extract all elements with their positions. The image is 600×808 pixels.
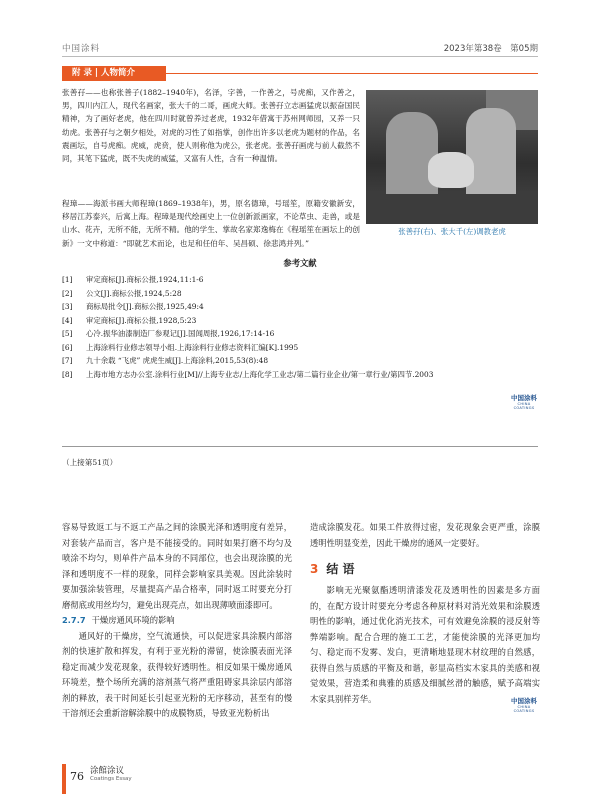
reference-item: [8] 上海市地方志办公室.涂料行业[M]//上海专业志/上海化学工业志/第二篇行业企业/第一章行业/第四节.2003 — [62, 369, 434, 379]
page-number: 76 — [70, 770, 84, 783]
journal-name: 中国涂料 — [62, 44, 101, 54]
appendix-tag: 附 录 | 人物简介 — [62, 66, 166, 81]
subsection-heading — [62, 613, 292, 629]
section-divider — [62, 446, 538, 447]
article-paragraph: 影响无光聚氨酯透明清漆发花及透明性的因素是多方面的，在配方设计时要充分考虑各种原材料对消光效果和涂膜透明性的影响，通过优化消光技术，可有效避免涂膜的浸反射等弊端影响。配合合理的施工工艺，才能使涂膜的光泽更加均匀、稳定而不发雾、发白，更清晰地显现木材纹理的自然感，获得自然与质感的平衡及和谐，彰显高档实木家具的美感和视觉效果，营造柔和典雅的质感及细腻丝滑的触感，赋予高端实木家具别样芳华。 — [310, 585, 540, 704]
column-name: 涂館涂议 — [90, 766, 125, 776]
header-rule — [62, 56, 538, 57]
subsection-title: 干燥房通风环境的影响 — [91, 615, 175, 625]
continued-note: （上接第51页） — [62, 458, 118, 467]
reference-item: [4] 审定商标[J].商标公报,1928,5:23 — [62, 315, 197, 325]
article-paragraph: 容易导致返工与不返工产品之间的涂膜光泽和透明度有差异，对套装产品而言，客户是不能接受的。同时如果打磨不均匀及喷涂不均匀，则单件产品本身的不同部位，也会出现涂膜的光泽和透明度不一样的现象，同样会影响家具美观。因此涂装时要加强涂装管理，尽量提高产品合格率，同时返工时要充分打磨彻底或用丝均匀，避免出现亮点，如出现薄喷面漆即可。 — [62, 522, 292, 610]
reference-item: [7] 九十余载 “飞虎” 虎虎生威[J].上海涂料,2015,53(8):48 — [62, 356, 269, 365]
reference-item: [5] 心冷.振华油漆制造厂参观记[J].国闻周报,1926,17:14-16 — [62, 329, 275, 338]
issue-info: 2023年第38卷 第05期 — [443, 44, 538, 54]
reference-item: [1] 审定商标[J].商标公报,1924,11:1-6 — [62, 275, 204, 284]
subsection-number: 2.7.7 — [62, 615, 86, 625]
photo-caption: 张善孖(右)、张大千(左)调教老虎 — [398, 227, 506, 236]
section-heading — [310, 561, 540, 577]
references-title: 参考文献 — [283, 258, 317, 268]
section-title: 结 语 — [326, 562, 355, 576]
section-number: 3 — [310, 562, 319, 576]
appendix-rule — [166, 73, 538, 74]
reference-item: [3] 商标局批令[J].商标公报,1925,49:4 — [62, 302, 204, 311]
article-paragraph: 通风好的干燥房，空气流通快，可以促进家具涂膜内部溶剂的快速扩散和挥发，有利于亚光粉的滞留，使涂膜表面光泽稳定而减少发花现象，获得较好透明性。相反如果干燥房通风环境差，整个场所充满的溶剂蒸气将严重阻碍家具涂层内部溶剂的释放，表干时间延长引起亚光粉的无序移动，甚至有的慢干溶剂还会重新溶解涂膜中的成膜物质，导致亚光粉析出 — [62, 630, 292, 718]
china-coatings-logo: 中国涂料 CHINA COATINGS — [511, 697, 537, 713]
footer-accent-bar — [62, 764, 66, 794]
article-right-column — [310, 520, 540, 707]
china-coatings-logo: 中国涂料 CHINA COATINGS — [511, 394, 537, 410]
reference-item: [2] 公文[J].商标公报,1924,5:28 — [62, 288, 182, 298]
bio-cheng-zhang: 程璋——海派书画大师程璋(1869–1938年)，男，原名德璋，号瑶笙，原籍安徽新安，移居江苏泰兴，后寓上海。程璋是现代绘画史上一位创新派画家，不论草虫、走兽，或是山水、花卉，无所不能，无所不精。他的学生、掌故名家郑逸梅在《程瑶笙在画坛上的创新》一文中称道：“即就艺术而论，也足和任伯年、吴昌硕、徐悲鸿并列。” — [62, 199, 360, 248]
article-paragraph: 造成涂膜发花。如果工件放得过密，发花现象会更严重，涂膜透明性明显变差，因此干燥房的通风一定要好。 — [310, 522, 540, 548]
page-header — [62, 0, 538, 58]
historical-photo — [366, 90, 538, 224]
bio-zhang-shanzi: 张善孖——也称张善子(1882–1940年)，名泽，字善，一作善之，号虎痴，又作善之，男，四川内江人，现代名画家，张大千的二哥，画虎大师。张善孖立志画猛虎以振奋国民精神，为了画好老虎，他在四川时就曾养过老虎，1932年借寓于苏州网师园，又养一只幼虎。张善孖与之朝夕相处，对虎的习性了如指掌，创作出许多以老虎为题材的作品，名震画坛，自号虎痴。虎威，虎贲，使人则称他为虎公，张老虎。张善孖画虎与前人截然不同，其笔下猛虎，既不失虎的威猛，又富有人性，含有一种温情。 — [62, 88, 360, 164]
article-left-column — [62, 520, 292, 722]
tiger-figure — [428, 152, 474, 188]
references-list — [62, 273, 538, 381]
reference-item: [6] 上海涂料行业修志领导小组.上海涂料行业修志资料汇编[K].1995 — [62, 342, 299, 352]
column-name-en: Coatings Essay — [90, 776, 132, 782]
